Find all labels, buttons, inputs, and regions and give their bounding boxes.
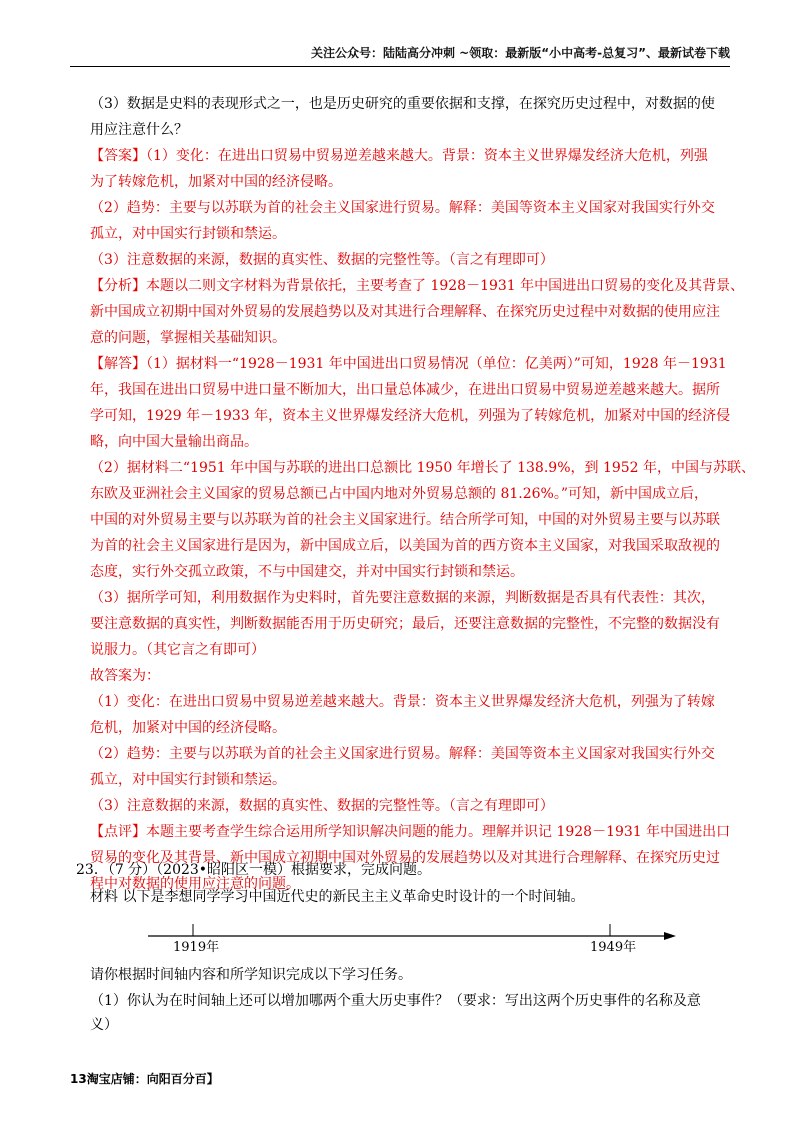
question-23-sub1-line1: （1）你认为在时间轴上还可以增加哪两个重大历史事件？（要求：写出这两个历史事件的名称及意 [90,993,701,1009]
text-line: 年，我国在进出口贸易中进口量不断加大，出口量总体减少，在进出口贸易中贸易逆差越来越大。据所 [90,382,720,398]
text-line: （2）趋势：主要与以苏联为首的社会主义国家进行贸易。解释：美国等资本主义国家对我国实行外交 [90,746,715,762]
text-line: （3）据所学可知，利用数据作为史料时，首先要注意数据的来源，判断数据是否具有代表性：其次， [90,590,715,606]
page-header: 关注公众号：陆陆高分冲刺 ~领取：最新版“小中高考-总复习”、最新试卷下载 [311,46,730,60]
question-23-sub1-line2: 义） [90,1017,118,1033]
header-divider [70,66,730,67]
timeline-end-label: 1949年 [590,940,637,955]
text-line: （2）据材料二“1951 年中国与苏联的进出口总额比 1950 年增长了 138.9%，到 1952 年，中国与苏联、 [90,460,756,476]
text-line: 说服力。（其它言之有即可） [90,642,265,658]
text-line: 【分析】本题以二则文字材料为背景依托，主要考查了 1928－1931 年中国进出口贸易的变化及其背景、 [90,278,745,294]
text-line: 【点评】本题主要考查学生综合运用所学知识解决问题的能力。理解并识记 1928－1931 年中国进出口 [90,824,731,840]
text-line: （3）注意数据的来源，数据的真实性、数据的完整性等。（言之有理即可） [90,798,554,814]
text-line: 孤立，对中国实行封锁和禁运。 [90,772,286,788]
text-line: 学可知，1929 年－1933 年，资本主义世界爆发经济大危机，列强为了转嫁危机，加紧对中国的经济侵 [90,408,731,424]
text-line: （3）数据是史料的表现形式之一，也是历史研究的重要依据和支撑，在探究历史过程中，对数据的使 [90,96,715,112]
text-line: 故答案为： [90,668,160,684]
text-line: 【答案】（1）变化：在进出口贸易中贸易逆差越来越大。背景：资本主义世界爆发经济大危机，列强 [90,148,708,164]
text-line: 为首的社会主义国家进行是因为，新中国成立后，以美国为首的西方资本主义国家，对我国采取敌视的 [90,538,720,554]
text-line: 要注意数据的真实性，判断数据能否用于历史研究；最后，还要注意数据的完整性，不完整的数据没有 [90,616,720,632]
page-footer: 13淘宝店铺：向阳百分百】 [70,1072,219,1086]
text-line: 为了转嫁危机，加紧对中国的经济侵略。 [90,174,342,190]
text-line: 用应注意什么？ [90,122,188,138]
text-line: 中国的对外贸易主要与以苏联为首的社会主义国家进行。结合所学可知，中国的对外贸易主要与以苏联 [90,512,720,528]
question-23-material: 材料 以下是李想同学学习中国近代史的新民主主义革命史时设计的一个时间轴。 [90,889,585,905]
text-line: （1）变化：在进出口贸易中贸易逆差越来越大。背景：资本主义世界爆发经济大危机，列强为了转嫁 [90,694,715,710]
text-line: 【解答】（1）据材料一“1928－1931 年中国进出口贸易情况（单位：亿美两）”可知，1928 年－1931 [90,356,727,372]
text-line: 东欧及亚洲社会主义国家的贸易总额已占中国内地对外贸易总额的 81.26%。”可知，新中国成立后， [90,486,708,502]
text-line: 略，向中国大量输出商品。 [90,434,258,450]
question-23-title: 23．（7 分）（2023•昭阳区一模）根据要求，完成问题。 [76,862,432,878]
text-line: 危机，加紧对中国的经济侵略。 [90,720,286,736]
text-line: （2）趋势：主要与以苏联为首的社会主义国家进行贸易。解释：美国等资本主义国家对我国实行外交 [90,200,715,216]
timeline-start-label: 1919年 [173,940,220,955]
text-line: 新中国成立初期中国对外贸易的发展趋势以及对其进行合理解释、在探究历史过程中对数据的使用应注 [90,304,720,320]
text-line: 态度，实行外交孤立政策，不与中国建交，并对中国实行封锁和禁运。 [90,564,524,580]
timeline [148,918,678,958]
text-line: 意的问题，掌握相关基础知识。 [90,330,286,346]
text-line: 贸易的变化及其背景、新中国成立初期中国对外贸易的发展趋势以及对其进行合理解释、在探究历史过 [90,850,720,866]
text-line: （3）注意数据的来源，数据的真实性、数据的完整性等。（言之有理即可） [90,252,554,268]
text-line: 程中对数据的使用应注意的问题。 [90,876,300,892]
text-line: 孤立，对中国实行封锁和禁运。 [90,226,286,242]
question-23-task: 请你根据时间轴内容和所学知识完成以下学习任务。 [90,967,412,983]
